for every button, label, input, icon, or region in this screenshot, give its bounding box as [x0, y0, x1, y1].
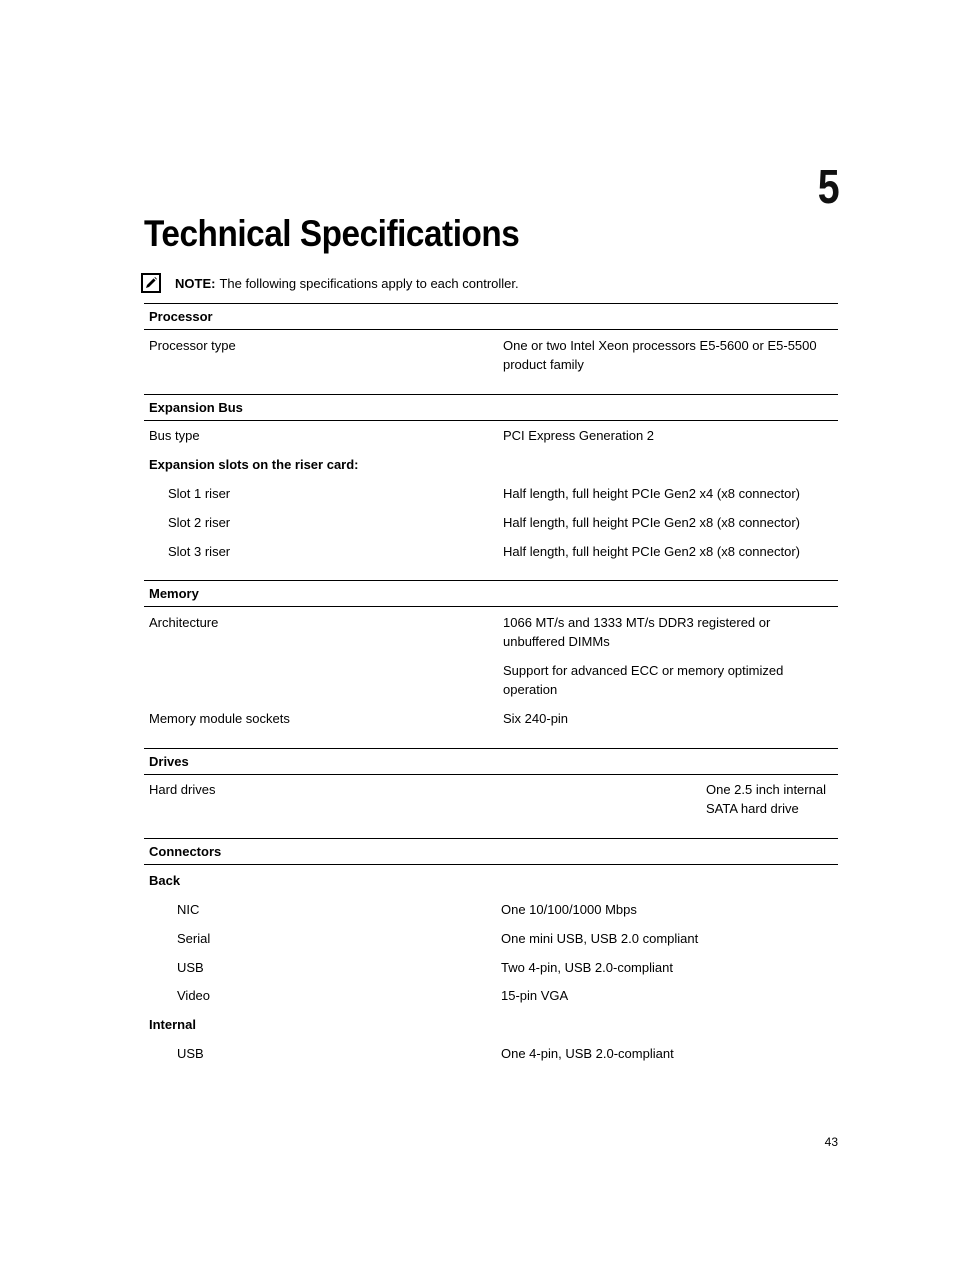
drives-section	[144, 748, 838, 775]
memory-header: Memory	[144, 580, 838, 607]
architecture-value: 1066 MT/s and 1333 MT/s DDR3 registered or unbuffered DIMMs	[503, 615, 771, 649]
slot-label: Slot 3 riser	[168, 544, 231, 559]
expansion-bus-header: Expansion Bus	[144, 394, 838, 421]
slot-value: Half length, full height PCIe Gen2 x4 (x8 connector)	[503, 486, 800, 501]
processor-type-value: One or two Intel Xeon processors E5-5600 or E5-5500 product family	[503, 338, 817, 372]
note-text: The following specifications apply to each controller.	[219, 275, 519, 291]
slots-heading: Expansion slots on the riser card:	[149, 457, 359, 472]
slot-value: Half length, full height PCIe Gen2 x8 (x8 connector)	[503, 544, 800, 559]
processor-section	[144, 303, 838, 330]
connector-label: Serial	[177, 931, 211, 946]
memory-section	[144, 580, 838, 607]
connector-value: One mini USB, USB 2.0 compliant	[501, 931, 699, 946]
connector-label: NIC	[177, 902, 200, 917]
connector-value: One 4-pin, USB 2.0-compliant	[501, 1046, 674, 1061]
architecture-label: Architecture	[149, 615, 219, 630]
chapter-number: 5	[818, 161, 840, 214]
connectors-header: Connectors	[144, 838, 838, 865]
note-callout	[140, 272, 519, 294]
processor-type-label: Processor type	[149, 338, 236, 353]
internal-heading: Internal	[149, 1017, 196, 1032]
page-number: 43	[824, 1135, 838, 1149]
connector-label: USB	[177, 960, 204, 975]
connector-label: Video	[177, 988, 211, 1003]
slot-value: Half length, full height PCIe Gen2 x8 (x8 connector)	[503, 515, 800, 530]
page-title: Technical Specifications	[144, 213, 520, 254]
connector-value: Two 4-pin, USB 2.0-compliant	[501, 960, 673, 975]
back-heading: Back	[149, 873, 181, 888]
connector-label: USB	[177, 1046, 204, 1061]
connector-value: 15-pin VGA	[501, 988, 569, 1003]
expansion-bus-section	[144, 394, 838, 421]
note-label: NOTE:	[175, 275, 216, 291]
hard-drives-label: Hard drives	[149, 782, 216, 797]
slot-label: Slot 2 riser	[168, 515, 231, 530]
sockets-label: Memory module sockets	[149, 711, 290, 726]
processor-header: Processor	[144, 303, 838, 330]
drives-header: Drives	[144, 748, 838, 775]
connector-value: One 10/100/1000 Mbps	[501, 902, 637, 917]
sockets-value: Six 240-pin	[503, 711, 569, 726]
bus-type-label: Bus type	[149, 428, 200, 443]
slot-label: Slot 1 riser	[168, 486, 231, 501]
hard-drives-value: One 2.5 inch internal SATA hard drive	[706, 782, 826, 816]
connectors-section	[144, 838, 838, 865]
note-pencil-icon	[140, 272, 162, 294]
architecture-value-2: Support for advanced ECC or memory optimized operation	[503, 663, 784, 697]
bus-type-value: PCI Express Generation 2	[503, 428, 655, 443]
